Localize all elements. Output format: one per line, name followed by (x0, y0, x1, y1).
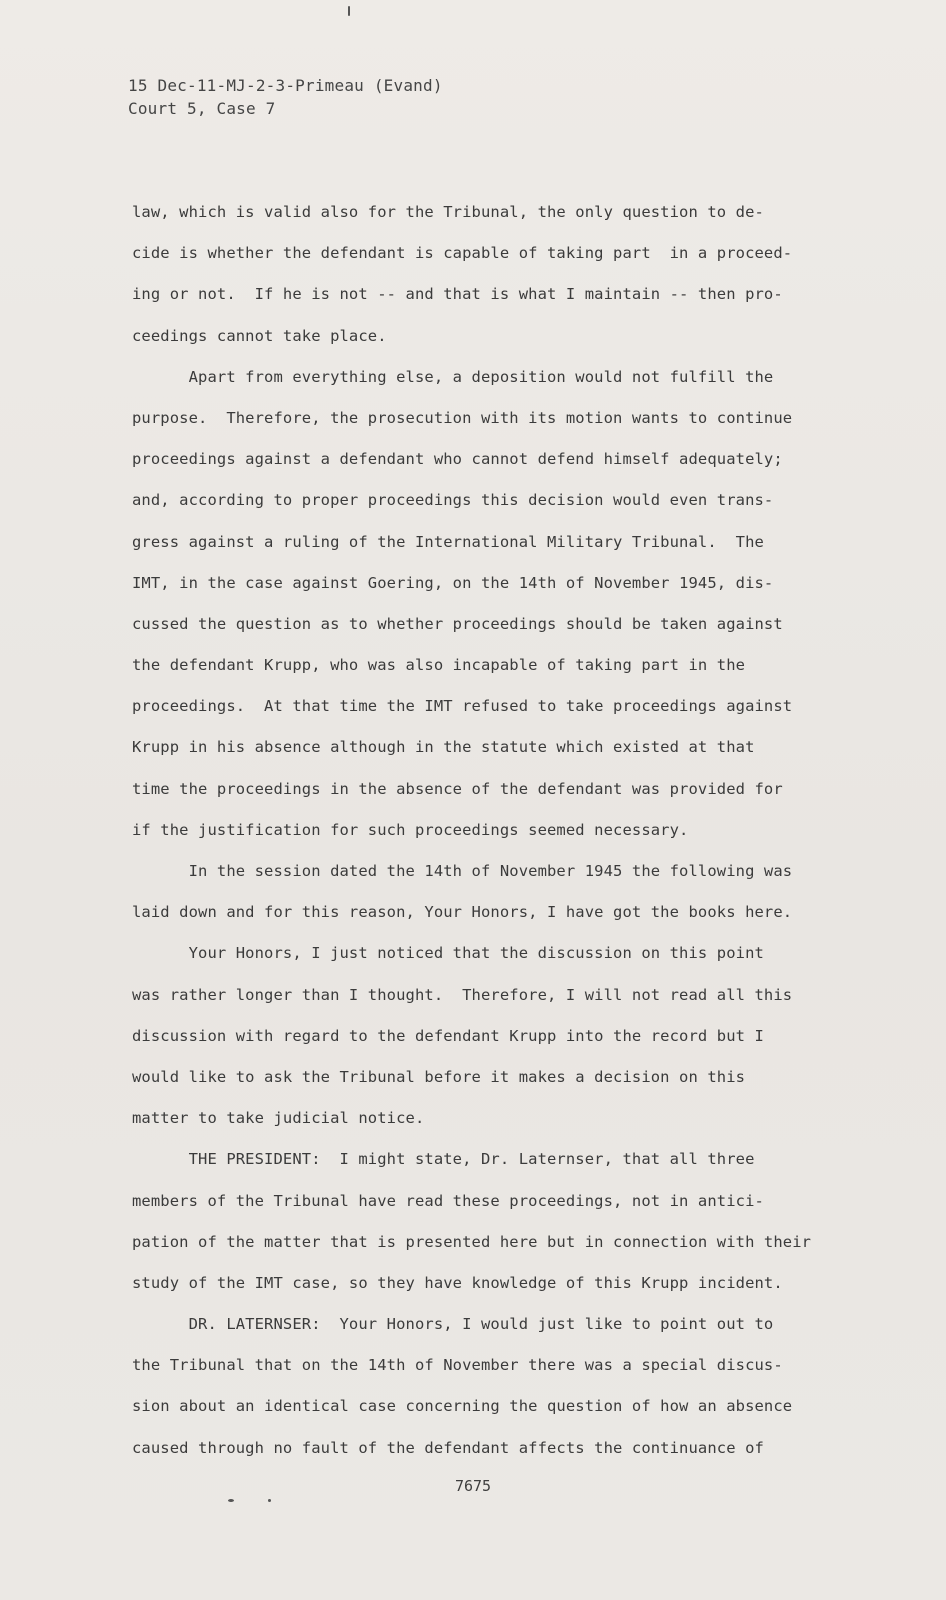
body-line: the Tribunal that on the 14th of November there was a special discus- (132, 1356, 783, 1375)
body-line: members of the Tribunal have read these proceedings, not in antici- (132, 1191, 764, 1210)
body-line: proceedings against a defendant who cannot defend himself adequately; (132, 450, 783, 469)
body-line: Apart from everything else, a deposition would not fulfill the (132, 367, 774, 386)
body-line: ceedings cannot take place. (132, 326, 387, 345)
body-line: time the proceedings in the absence of the defendant was provided for (132, 779, 783, 798)
body-line: gress against a ruling of the International Military Tribunal. The (132, 532, 764, 551)
body-line: IMT, in the case against Goering, on the 14th of November 1945, dis- (132, 573, 774, 592)
body-line: matter to take judicial notice. (132, 1109, 425, 1128)
body-line: if the justification for such proceedings seemed necessary. (132, 820, 689, 839)
body-line: and, according to proper proceedings this decision would even trans- (132, 491, 774, 510)
body-line: study of the IMT case, so they have knowledge of this Krupp incident. (132, 1273, 783, 1292)
body-line: In the session dated the 14th of November 1945 the following was (132, 862, 793, 880)
paper-speck (348, 6, 350, 16)
body-line: would like to ask the Tribunal before it makes a decision on this (132, 1067, 746, 1086)
body-line: cide is whether the defendant is capable of taking part in a proceed- (132, 244, 793, 263)
body-line: Krupp in his absence although in the statute which existed at that (132, 738, 755, 757)
body-line: caused through no fault of the defendant affects the continuance of (132, 1438, 764, 1457)
body-line: proceedings. At that time the IMT refused to take proceedings against (132, 697, 793, 716)
body-line: purpose. Therefore, the prosecution with its motion wants to continue (132, 408, 793, 427)
header-line-2: Court 5, Case 7 (128, 99, 276, 118)
header-line-1: 15 Dec-11-MJ-2-3-Primeau (Evand) (128, 76, 443, 95)
body-line: pation of the matter that is presented here but in connection with their (132, 1232, 812, 1251)
body-line: ing or not. If he is not -- and that is what I maintain -- then pro- (132, 285, 783, 304)
body-line: THE PRESIDENT: I might state, Dr. Laternser, that all three (132, 1150, 755, 1169)
transcript-body (132, 192, 872, 1469)
body-line: the defendant Krupp, who was also incapable of taking part in the (132, 656, 746, 675)
body-line: DR. LATERNSER: Your Honors, I would just like to point out to (132, 1315, 774, 1334)
body-line: cussed the question as to whether proceedings should be taken against (132, 614, 783, 633)
paper-speck (268, 1499, 271, 1502)
paper-speck (228, 1499, 234, 1502)
body-line: laid down and for this reason, Your Honors, I have got the books here. (132, 903, 793, 922)
body-line: discussion with regard to the defendant Krupp into the record but I (132, 1026, 764, 1045)
page-number: 7675 (454, 1477, 492, 1495)
body-line: law, which is valid also for the Tribunal, the only question to de- (132, 203, 764, 221)
document-header (128, 74, 443, 120)
body-line: Your Honors, I just noticed that the discussion on this point (132, 944, 764, 963)
body-line: was rather longer than I thought. Therefore, I will not read all this (132, 985, 793, 1004)
body-line: sion about an identical case concerning the question of how an absence (132, 1397, 793, 1416)
